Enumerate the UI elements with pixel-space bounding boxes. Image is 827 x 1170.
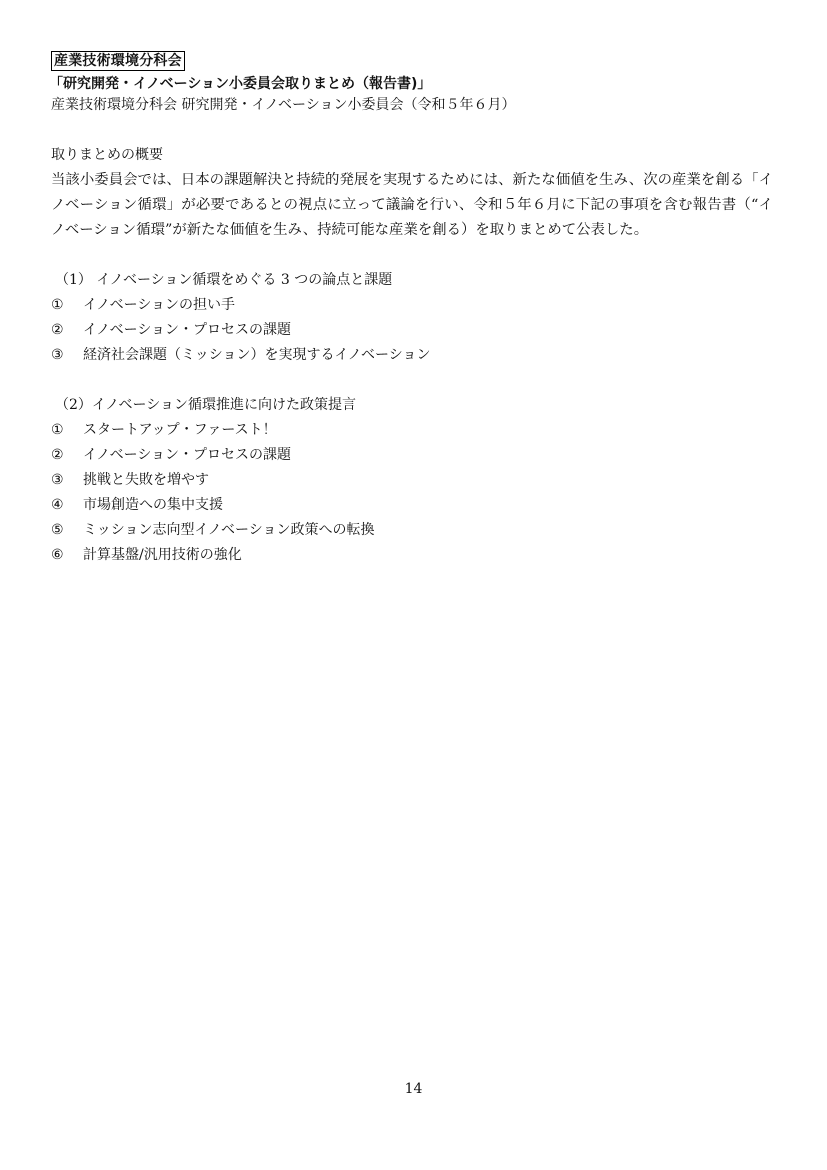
section-label: 産業技術環境分科会 — [51, 51, 185, 71]
list-item-number: ③ — [51, 472, 64, 488]
list-item-text: イノベーション・プロセスの課題 — [83, 447, 292, 463]
list-item-number: ① — [51, 422, 64, 438]
list-item — [51, 543, 781, 568]
list-item — [51, 518, 781, 543]
list-item-text: 経済社会課題（ミッション）を実現するイノベーション — [83, 347, 431, 363]
list-item — [51, 293, 781, 318]
spacer — [51, 243, 781, 268]
spacer — [51, 118, 781, 143]
list-item — [51, 493, 781, 518]
section-1 — [51, 268, 781, 368]
page-number: 14 — [404, 1081, 423, 1097]
list-item — [51, 468, 781, 493]
summary-heading: 取りまとめの概要 — [51, 147, 163, 163]
list-item — [51, 343, 781, 368]
document-page — [51, 50, 781, 568]
section-1-heading: （1） イノベーション循環をめぐる 3 つの論点と課題 — [55, 272, 393, 288]
source-line: 産業技術環境分科会 研究開発・イノベーション小委員会（令和５年６月） — [51, 97, 516, 113]
summary-paragraph: 当該小委員会では、日本の課題解決と持続的発展を実現するためには、新たな価値を生み、次の産業を創る「イノベーション循環」が必要であるとの視点に立って議論を行い、令和５年６月に下記の事項を含む報告書（“イノベーション循環”が新たな価値を生み、持続可能な産業を創る）を取りまとめて公表した。 — [51, 172, 773, 238]
list-item-text: ミッション志向型イノベーション政策への転換 — [83, 522, 375, 538]
list-item-text: イノベーション・プロセスの課題 — [83, 322, 292, 338]
list-item-number: ② — [51, 447, 64, 463]
spacer — [51, 368, 781, 393]
list-item — [51, 318, 781, 343]
section-2 — [51, 393, 781, 568]
list-item — [51, 418, 781, 443]
list-item-text: イノベーションの担い手 — [83, 297, 236, 313]
list-item-number: ③ — [51, 347, 64, 363]
list-item-text: スタートアップ・ファースト！ — [83, 422, 277, 438]
list-item-number: ① — [51, 297, 64, 313]
list-item-text: 挑戦と失敗を増やす — [83, 472, 209, 488]
list-item-number: ⑥ — [51, 547, 64, 563]
list-item-text: 計算基盤/汎用技術の強化 — [83, 547, 242, 563]
section-2-heading: （2）イノベーション循環推進に向けた政策提言 — [55, 397, 356, 413]
list-item-text: 市場創造への集中支援 — [83, 497, 223, 513]
list-item-number: ④ — [51, 497, 64, 513]
list-item-number: ⑤ — [51, 522, 64, 538]
report-title: 「研究開発・イノベーション小委員会取りまとめ（報告書)」 — [49, 76, 432, 92]
list-item — [51, 443, 781, 468]
list-item-number: ② — [51, 322, 64, 338]
